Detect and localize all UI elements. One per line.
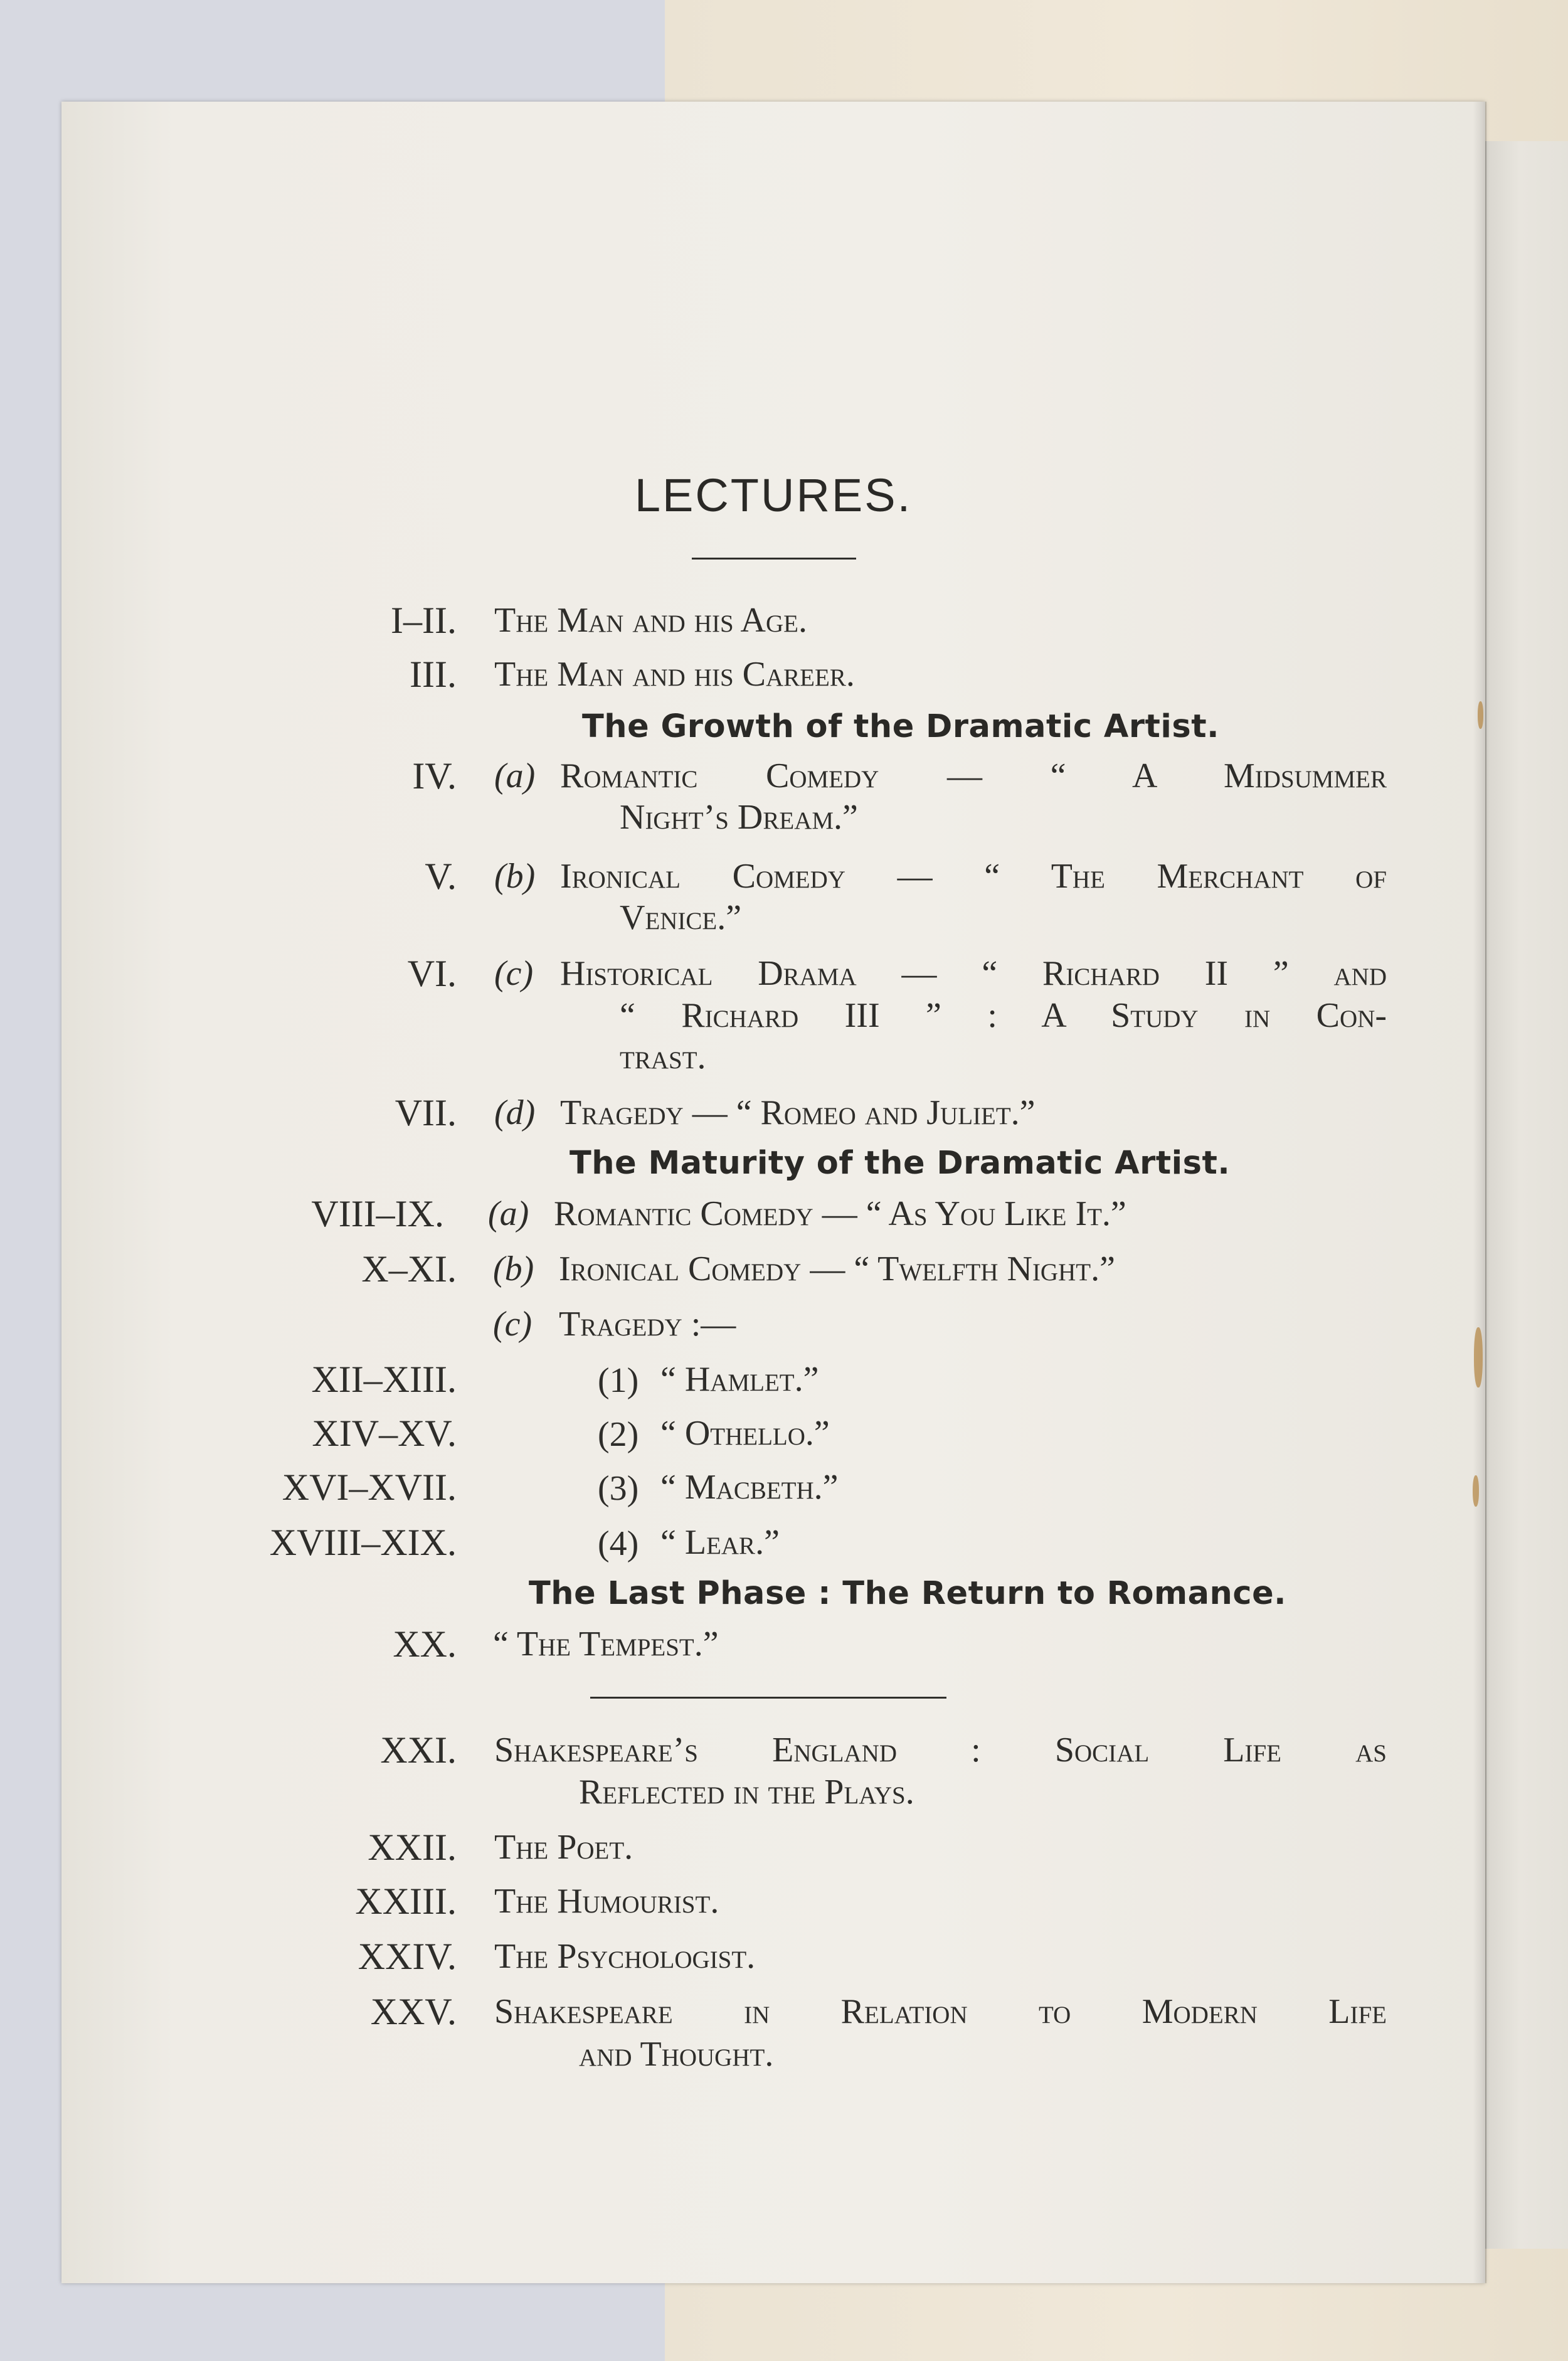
lecture-number: XXII.: [368, 1827, 457, 1868]
lecture-title: Historical Drama — “ Richard II ” and: [560, 954, 1387, 993]
lecture-mark: (2): [598, 1415, 639, 1454]
lecture-title-cont: “ Richard III ” : A Study in Con-: [620, 996, 1387, 1035]
lecture-number: XVI–XVII.: [282, 1467, 457, 1508]
lecture-title: Ironical Comedy — “ The Merchant of: [560, 857, 1387, 896]
lecture-mark: (c): [494, 954, 534, 993]
lecture-number: IV.: [412, 755, 457, 797]
lecture-title: Tragedy :—: [559, 1305, 736, 1344]
lecture-number: XXIV.: [358, 1936, 457, 1977]
lecture-number: III.: [410, 654, 457, 695]
lecture-title: “ Hamlet.”: [660, 1360, 819, 1399]
lecture-mark: (1): [598, 1361, 639, 1400]
lecture-number: XXI.: [380, 1729, 457, 1771]
lecture-title: “ Lear.”: [660, 1523, 780, 1562]
lecture-title: “ The Tempest.”: [493, 1625, 719, 1663]
lecture-title-cont: Venice.”: [620, 898, 742, 937]
lecture-mark: (b): [493, 1249, 534, 1288]
lecture-mark: (4): [598, 1524, 639, 1563]
lecture-title: Shakespeare in Relation to Modern Life: [494, 1992, 1387, 2031]
lecture-mark: (a): [494, 756, 536, 795]
lecture-number: XIV–XV.: [312, 1413, 457, 1454]
lecture-mark: (b): [494, 857, 536, 896]
lecture-title-cont: Reflected in the Plays.: [579, 1773, 914, 1812]
lecture-title: Ironical Comedy — “ Twelfth Night.”: [559, 1249, 1115, 1288]
facing-page-edge: [1485, 141, 1568, 2249]
lecture-title: Shakespeare’s England : Social Life as: [494, 1731, 1387, 1769]
lecture-title: “ Macbeth.”: [660, 1468, 839, 1507]
lecture-number: V.: [425, 856, 457, 897]
lecture-number: I–II.: [391, 600, 457, 641]
lecture-number: XVIII–XIX.: [269, 1522, 457, 1563]
section-heading: The Maturity of the Dramatic Artist.: [569, 1145, 1231, 1182]
foxing-stain: [1478, 701, 1483, 729]
lecture-title: The Man and his Career.: [494, 655, 855, 694]
section-heading: The Last Phase : The Return to Romance.: [529, 1575, 1287, 1612]
document-page: [61, 102, 1485, 2283]
lecture-number: X–XI.: [361, 1248, 457, 1290]
lecture-mark: (a): [488, 1194, 529, 1233]
lecture-number: VI.: [407, 953, 457, 994]
lecture-title: Tragedy — “ Romeo and Juliet.”: [560, 1093, 1036, 1132]
lecture-title-cont: trast.: [620, 1037, 706, 1076]
section-heading: The Growth of the Dramatic Artist.: [582, 708, 1219, 745]
lecture-title-cont: and Thought.: [579, 2035, 774, 2074]
page-gutter: [1473, 102, 1486, 2283]
lecture-mark: (d): [494, 1093, 536, 1132]
lecture-number: XXV.: [370, 1991, 457, 2032]
lecture-title: “ Othello.”: [660, 1414, 830, 1453]
lecture-number: XII–XIII.: [311, 1359, 457, 1400]
lecture-number: XX.: [393, 1623, 457, 1665]
foxing-stain: [1473, 1475, 1479, 1507]
lecture-number: XXIII.: [355, 1881, 457, 1922]
foxing-stain: [1474, 1327, 1483, 1387]
lecture-title: The Psychologist.: [494, 1937, 756, 1976]
title-rule: [692, 558, 856, 560]
lecture-mark: (3): [598, 1469, 639, 1508]
lecture-title: Romantic Comedy — “ A Midsummer: [560, 756, 1387, 795]
lecture-title: The Man and his Age.: [494, 601, 807, 640]
page-title: LECTURES.: [634, 469, 913, 521]
lecture-title: Romantic Comedy — “ As You Like It.”: [554, 1194, 1126, 1233]
lecture-number: VIII–IX.: [311, 1193, 444, 1234]
lecture-number: VII.: [395, 1092, 457, 1133]
lecture-title: The Humourist.: [494, 1882, 719, 1921]
lecture-title-cont: Night’s Dream.”: [620, 798, 858, 837]
lecture-title: The Poet.: [494, 1828, 633, 1867]
section-rule: [590, 1697, 946, 1699]
lecture-mark: (c): [493, 1305, 532, 1344]
